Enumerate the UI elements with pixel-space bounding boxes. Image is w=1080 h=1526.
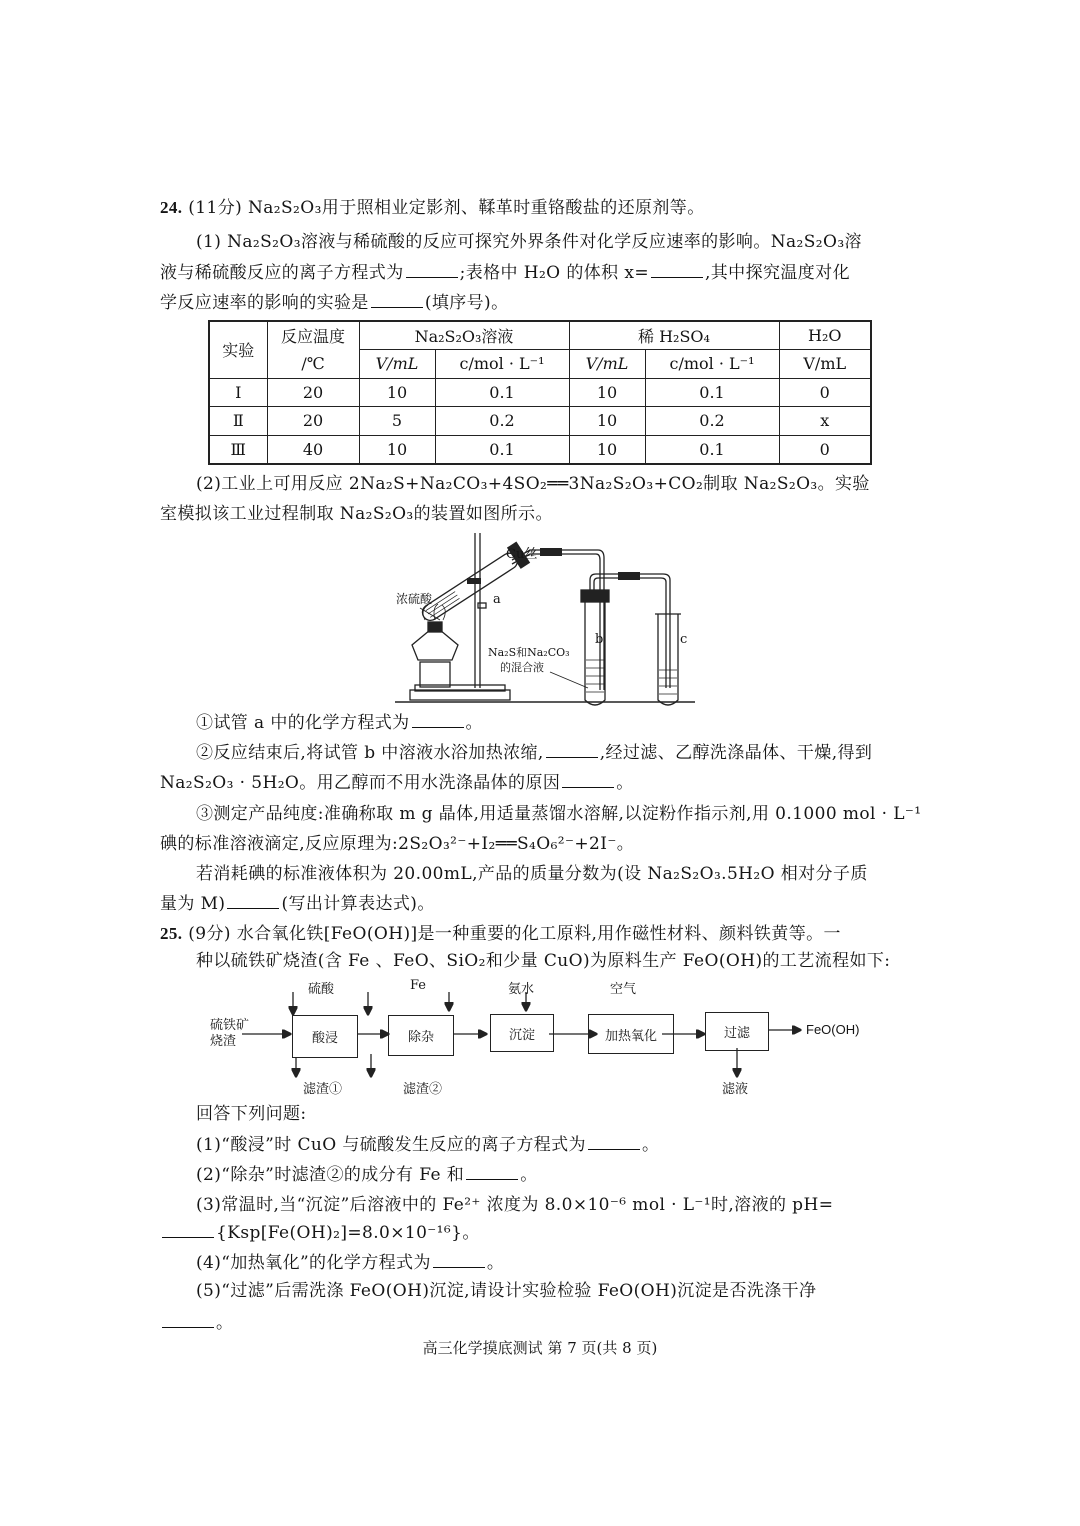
text: 。 [616, 773, 634, 793]
cell: 0.2 [435, 407, 569, 436]
q24-sub3-line2: 碘的标准溶液滴定,反应原理为:2S₂O₃²⁻+I₂══S₄O₆²⁻+2I⁻。 [160, 834, 635, 854]
flow-reagent-ammonia: 氨水 [508, 982, 535, 997]
header-temp: 反应温度 [267, 321, 359, 350]
q24-header-text: (11分) Na₂S₂O₃用于照相业定影剂、鞣革时重铬酸盐的还原剂等。 [188, 198, 705, 218]
answer-blank-residue2[interactable] [466, 1164, 518, 1180]
text: (2)“除杂”时滤渣②的成分有 Fe 和 [196, 1165, 465, 1185]
table-row [209, 378, 871, 407]
q24-sub2-line2 [160, 772, 634, 794]
label-tube-b: b [595, 632, 604, 647]
flow-step-acid-leach: 酸浸 [292, 1015, 358, 1058]
text: 。 [641, 1135, 660, 1155]
q24-part1-line1: (1) Na₂S₂O₃溶液与稀硫酸的反应可探究外界条件对化学反应速率的影响。Na₂S₂O₃溶 [196, 232, 862, 252]
q25-q4 [196, 1252, 504, 1274]
q24-header [160, 197, 705, 219]
answer-blank-ph[interactable] [162, 1222, 214, 1238]
q24-part1-line3 [160, 292, 508, 314]
flow-step-impurity-removal: 除杂 [388, 1015, 454, 1056]
subheader: V/mL [779, 350, 871, 379]
q24-sub3-line1: ③测定产品纯度:准确称取 m g 晶体,用适量蒸馏水溶解,以淀粉作指示剂,用 0.1000 mol · L⁻¹ [196, 804, 922, 824]
answer-blank-experiments[interactable] [371, 292, 423, 308]
flow-output-filtrate: 滤液 [722, 1082, 749, 1097]
q24-part1-line2 [160, 262, 850, 284]
text: 液与稀硫酸反应的离子方程式为 [160, 263, 404, 283]
header-temp-unit: /℃ [267, 350, 359, 379]
answer-blank-wash-test[interactable] [162, 1312, 214, 1328]
text: 烧渣 [210, 1034, 237, 1049]
q25-number: 25. [160, 924, 183, 943]
cell: 20 [267, 378, 359, 407]
answer-blank-cuo-equation[interactable] [588, 1134, 640, 1150]
text: (1)“酸浸”时 CuO 与硫酸发生反应的离子方程式为 [196, 1135, 586, 1155]
flow-reagent-fe: Fe [410, 978, 427, 993]
label-conc-acid: 浓硫酸 [396, 592, 433, 606]
q24-number: 24. [160, 198, 183, 217]
text: 学反应速率的影响的实验是 [160, 293, 369, 313]
cell: 10 [569, 407, 645, 436]
label-tube-c: c [680, 632, 688, 647]
text: ②反应结束后,将试管 b 中溶液水浴加热浓缩, [196, 743, 544, 763]
cell: 0 [779, 435, 871, 464]
text: (写出计算表达式)。 [281, 894, 435, 914]
text: ①试管 a 中的化学方程式为 [196, 713, 410, 733]
text: Na₂S₂O₃ · 5H₂O。用乙醇而不用水洗涤晶体的原因 [160, 773, 561, 793]
text: 。 [216, 1313, 234, 1333]
header-h2so4: 稀 H₂SO₄ [569, 321, 779, 350]
cell: 10 [359, 435, 435, 464]
text: ;表格中 H₂O 的体积 x= [459, 263, 649, 283]
flow-product: FeO(OH) [806, 1022, 860, 1037]
flow-step-filtration: 过滤 [705, 1012, 769, 1051]
header-h2o: H₂O [779, 321, 871, 350]
text: 。 [465, 713, 483, 733]
table-subheader-row [209, 350, 871, 379]
text: 硫铁矿 [210, 1018, 250, 1033]
subheader: c/mol · L⁻¹ [645, 350, 779, 379]
flow-output-residue1: 滤渣① [303, 1082, 343, 1097]
q25-prompt: 回答下列问题: [196, 1104, 307, 1124]
answer-blank-tube-a-equation[interactable] [412, 712, 464, 728]
flow-step-precipitation: 沉淀 [490, 1014, 554, 1052]
flow-output-residue2: 滤渣② [403, 1082, 443, 1097]
subheader: V/mL [569, 350, 645, 379]
flow-input-label [210, 1018, 249, 1050]
cell: 10 [359, 378, 435, 407]
cell: x [779, 407, 871, 436]
flow-reagent-sulfuric: 硫酸 [308, 982, 335, 997]
q25-q2 [196, 1164, 538, 1186]
cell: 20 [267, 407, 359, 436]
answer-blank-oxidation-equation[interactable] [433, 1252, 485, 1268]
cell: Ⅰ [209, 378, 267, 407]
answer-blank-ionic-equation[interactable] [406, 262, 458, 278]
cell: 10 [569, 378, 645, 407]
table-row [209, 435, 871, 464]
label-mixture-2: 的混合液 [500, 661, 544, 674]
table-row [209, 407, 871, 436]
text: 量为 M) [160, 894, 226, 914]
flow-reagent-air: 空气 [610, 982, 637, 997]
cell: Ⅲ [209, 435, 267, 464]
answer-blank-mass-fraction[interactable] [227, 893, 279, 909]
cell: 40 [267, 435, 359, 464]
cell: 0 [779, 378, 871, 407]
page-footer: 高三化学摸底测试 第 7 页(共 8 页) [422, 1339, 658, 1357]
q24-sub3-line3: 若消耗碘的标准液体积为 20.00mL,产品的质量分数为(设 Na₂S₂O₃.5H₂O 相对分子质 [196, 864, 868, 884]
q24-part2-line1: (2)工业上可用反应 2Na₂S+Na₂CO₃+4SO₂══3Na₂S₂O₃+CO₂制取 Na₂S₂O₃。实验 [196, 474, 870, 494]
label-tube-a: a [493, 592, 501, 607]
q25-q5-end [160, 1312, 233, 1334]
answer-blank-crystallize-step[interactable] [546, 742, 598, 758]
label-cu-wire: Cu丝 [506, 547, 538, 562]
cell: 0.1 [435, 435, 569, 464]
table-header-row [209, 321, 871, 350]
q25-line2: 种以硫铁矿烧渣(含 Fe 、FeO、SiO₂和少量 CuO)为原料生产 FeO(OH)的工艺流程如下: [196, 951, 891, 971]
q25-q1 [196, 1134, 659, 1156]
q24-sub1 [196, 712, 483, 734]
q24-sub2-line1 [196, 742, 872, 764]
label-mixture-1: Na₂S和Na₂CO₃ [488, 646, 570, 659]
text: (9分) 水合氧化铁[FeO(OH)]是一种重要的化工原料,用作磁性材料、颜料铁黄等。一 [188, 924, 841, 944]
answer-blank-ethanol-reason[interactable] [562, 772, 614, 788]
experiment-table [208, 320, 872, 465]
q24-part2-line2: 室模拟该工业过程制取 Na₂S₂O₃的装置如图所示。 [160, 504, 553, 524]
subheader: c/mol · L⁻¹ [435, 350, 569, 379]
text: ,其中探究温度对化 [704, 263, 850, 283]
q25-q5: (5)“过滤”后需洗涤 FeO(OH)沉淀,请设计实验检验 FeO(OH)沉淀是否洗涤干净 [196, 1281, 817, 1301]
cell: 10 [569, 435, 645, 464]
text: (4)“加热氧化”的化学方程式为 [196, 1253, 431, 1273]
subheader: V/mL [359, 350, 435, 379]
q25-q3-line1: (3)常温时,当“沉淀”后溶液中的 Fe²⁺ 浓度为 8.0×10⁻⁶ mol · L⁻¹时,溶液的 pH= [196, 1195, 834, 1215]
text: ,经过滤、乙醇洗涤晶体、干燥,得到 [599, 743, 873, 763]
q25-q3-line2 [160, 1222, 480, 1244]
cell: 0.1 [645, 378, 779, 407]
header-experiment: 实验 [209, 321, 267, 378]
q25-line1 [160, 923, 841, 945]
cell: Ⅱ [209, 407, 267, 436]
cell: 0.2 [645, 407, 779, 436]
q24-sub3-line4 [160, 893, 435, 915]
header-na2s2o3: Na₂S₂O₃溶液 [359, 321, 569, 350]
text: (填序号)。 [424, 293, 509, 313]
flow-step-heat-oxidation: 加热氧化 [588, 1014, 674, 1054]
text: {Ksp[Fe(OH)₂]=8.0×10⁻¹⁶}。 [216, 1223, 480, 1243]
apparatus-diagram [380, 530, 710, 710]
cell: 0.1 [435, 378, 569, 407]
cell: 0.1 [645, 435, 779, 464]
cell: 5 [359, 407, 435, 436]
text: 。 [520, 1165, 538, 1185]
text: 。 [486, 1253, 505, 1273]
answer-blank-x[interactable] [651, 262, 703, 278]
